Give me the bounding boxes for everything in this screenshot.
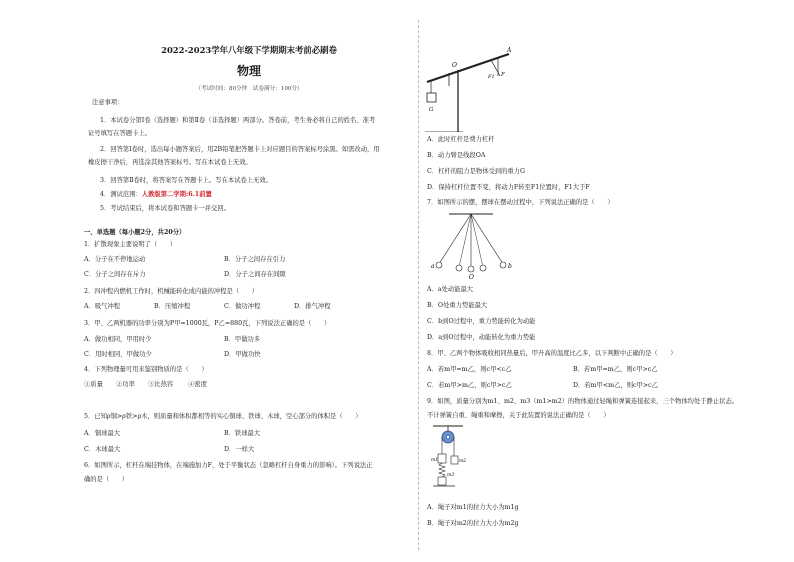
option: A．铜球最大 <box>84 430 121 437</box>
lever-weight <box>427 93 436 102</box>
option: A．吸气冲程 <box>84 303 121 310</box>
note-line: 1．本试卷分第Ⅰ卷（选择题）和第Ⅱ卷（非选择题）两部分。答卷前，考生务必将自己的姓名、准考 <box>100 117 376 124</box>
question-stem-cont: 不计弹簧自重、绳重和摩擦，关于此装置的说法正确的是（ ） <box>427 412 610 419</box>
spring <box>439 463 445 477</box>
option: D．分子之间存在间隙 <box>224 271 286 278</box>
question-stem: 8．甲、乙两个物体吸收相同热量后，甲升高的温度比乙多，以下判断中正确的是（ ） <box>427 350 677 357</box>
option: ②功率 <box>116 381 135 388</box>
option: B．若m甲=m乙，则c甲>c乙 <box>573 366 658 373</box>
note-line-scope <box>100 191 212 199</box>
label-b: b <box>508 263 512 270</box>
option: C．木球最大 <box>84 446 121 453</box>
pendulum-ball-b <box>500 262 506 268</box>
note-line: 证号填写在答题卡上。 <box>88 130 151 137</box>
option: C．若m甲>m乙，则c甲>c乙 <box>427 382 512 389</box>
option: D．保持杠杆位置不变，将动力F转至F1位置时，F1大于F <box>427 184 590 191</box>
exam-info: （考试时间：80分钟 试卷满分：100分） <box>195 86 303 92</box>
exam-title: 2022-2023学年八年级下学期期末考前必刷卷 <box>161 45 337 55</box>
right-column <box>423 0 763 562</box>
option: A．若m甲=m乙，则c甲<c乙 <box>427 366 512 373</box>
label-A: A <box>507 47 512 54</box>
lever-figure <box>425 46 535 132</box>
option: ①质量 <box>84 381 103 388</box>
option: C．用时相同，甲做功少 <box>84 351 152 358</box>
option: A．a处动能最大 <box>427 286 474 293</box>
label-a: a <box>431 263 435 270</box>
lever-bar <box>427 54 509 82</box>
option: D．a到O过程中，动能转化为重力势能 <box>427 334 536 341</box>
label-G: G <box>429 107 434 113</box>
option: B．甲做功多 <box>224 336 261 343</box>
option: C．分子之间存在斥力 <box>84 271 146 278</box>
left-column <box>84 0 414 562</box>
column-divider <box>418 20 419 550</box>
pendulum-ball <box>480 265 486 271</box>
exam-subject: 物理 <box>236 64 261 78</box>
option: B．压缩冲程 <box>154 303 191 310</box>
label-F: F <box>501 72 505 78</box>
option: A．绳子对m1的拉力大小为m1g <box>427 504 519 511</box>
mass-m3 <box>438 477 446 485</box>
pendulum-ball <box>456 265 462 271</box>
question-stem: 7．如图所示的摆，摆球在摆动过程中，下列说法正确的是（ ） <box>427 199 614 206</box>
notes-heading: 注意事项： <box>92 99 124 106</box>
pulley-axle <box>447 436 450 439</box>
note-line: 3．回答第Ⅱ卷时，将答案写在答题卡上。写在本试卷上无效。 <box>100 177 273 184</box>
scope-label: 4．测试范围： <box>100 191 142 198</box>
note-line: 2．回答第Ⅰ卷时，选出每小题答案后，用2B铅笔把答题卡上对应题目的答案标号涂黑。如需改动，用 <box>100 146 380 153</box>
option: A．做功相同，甲用时少 <box>84 336 152 343</box>
option: C．b到O过程中，重力势能转化为动能 <box>427 318 536 325</box>
option: C．做功冲程 <box>224 303 261 310</box>
label-O: O <box>452 62 457 69</box>
pulley-figure <box>429 424 479 498</box>
pendulum-string <box>471 214 483 267</box>
option: B．分子之间存在引力 <box>224 256 286 263</box>
pendulum-string-left <box>439 214 471 264</box>
section-heading: 一、单选题（每小题2分，共20分） <box>84 229 186 236</box>
question-stem-cont: 确的是（ ） <box>84 476 129 483</box>
note-line: 5．考试结束后，将本试卷和答题卡一并交回。 <box>100 205 230 212</box>
pendulum-ball-a <box>436 262 442 268</box>
option: D．若m甲<m乙，则c甲>c乙 <box>573 382 658 389</box>
label-m3: m3 <box>447 473 455 478</box>
pendulum-figure <box>429 212 519 280</box>
pendulum-string-right <box>471 214 503 264</box>
label-m1: m1 <box>431 458 439 463</box>
pendulum-ball-o <box>468 266 474 272</box>
mass-m2 <box>451 456 458 464</box>
question-stem: 4．下列物理量可用来鉴别物质的是（ ） <box>84 366 208 373</box>
question-stem: 1．扩散现象主要说明了（ ） <box>84 241 177 248</box>
question-stem: 3．甲、乙两机器的功率分别为P甲=1000瓦，P乙=880瓦，下列说法正确的是（ ） <box>84 320 331 327</box>
label-O: O <box>469 274 474 280</box>
option: B．动力臂是线段OA <box>427 152 486 159</box>
pendulum-string <box>459 214 471 267</box>
question-stem: 5．已知ρ铜>ρ铁>ρ木，则质量和体积都相等的实心铜球、铁球、木球，空心部分的体积是（ ） <box>84 413 362 420</box>
label-m2: m2 <box>459 459 467 464</box>
question-stem: 6．如图所示，杠杆在端挂物体，在端施加力F，处于平衡状态（忽略杠杆自身重力的影响）。下列说法正 <box>84 462 373 469</box>
option: ③比热容 <box>148 381 174 388</box>
note-line: 橡皮擦干净后，再选涂其他答案标号。写在本试卷上无效。 <box>88 159 252 166</box>
option: A．此时杠杆是费力杠杆 <box>427 136 495 143</box>
mass-m1 <box>438 454 446 463</box>
option: D．甲做功快 <box>224 351 261 358</box>
option: B．O处重力势能最大 <box>427 302 488 309</box>
option: C．杠杆的阻力是物体受到的重力G <box>427 168 526 175</box>
question-stem: 9．如图，质量分别为m1、m2、m3（m1>m2）的物体通过轻绳和弹簧连接起来，三个物体均处于静止状态。 <box>427 398 739 405</box>
label-F1: F1 <box>488 74 495 80</box>
option: B．绳子对m2的拉力大小为m2g <box>427 520 519 527</box>
question-stem: 2．四冲程内燃机工作时，机械能转化成内能的冲程是（ ） <box>84 288 259 295</box>
option: D．排气冲程 <box>294 303 331 310</box>
option: B．铁球最大 <box>224 430 261 437</box>
option: D．一样大 <box>224 446 255 453</box>
option: A．分子在不停地运动 <box>84 256 146 263</box>
scope-highlight: 人教版第二学期:6.1前置 <box>141 191 212 198</box>
option: ④密度 <box>188 381 207 388</box>
